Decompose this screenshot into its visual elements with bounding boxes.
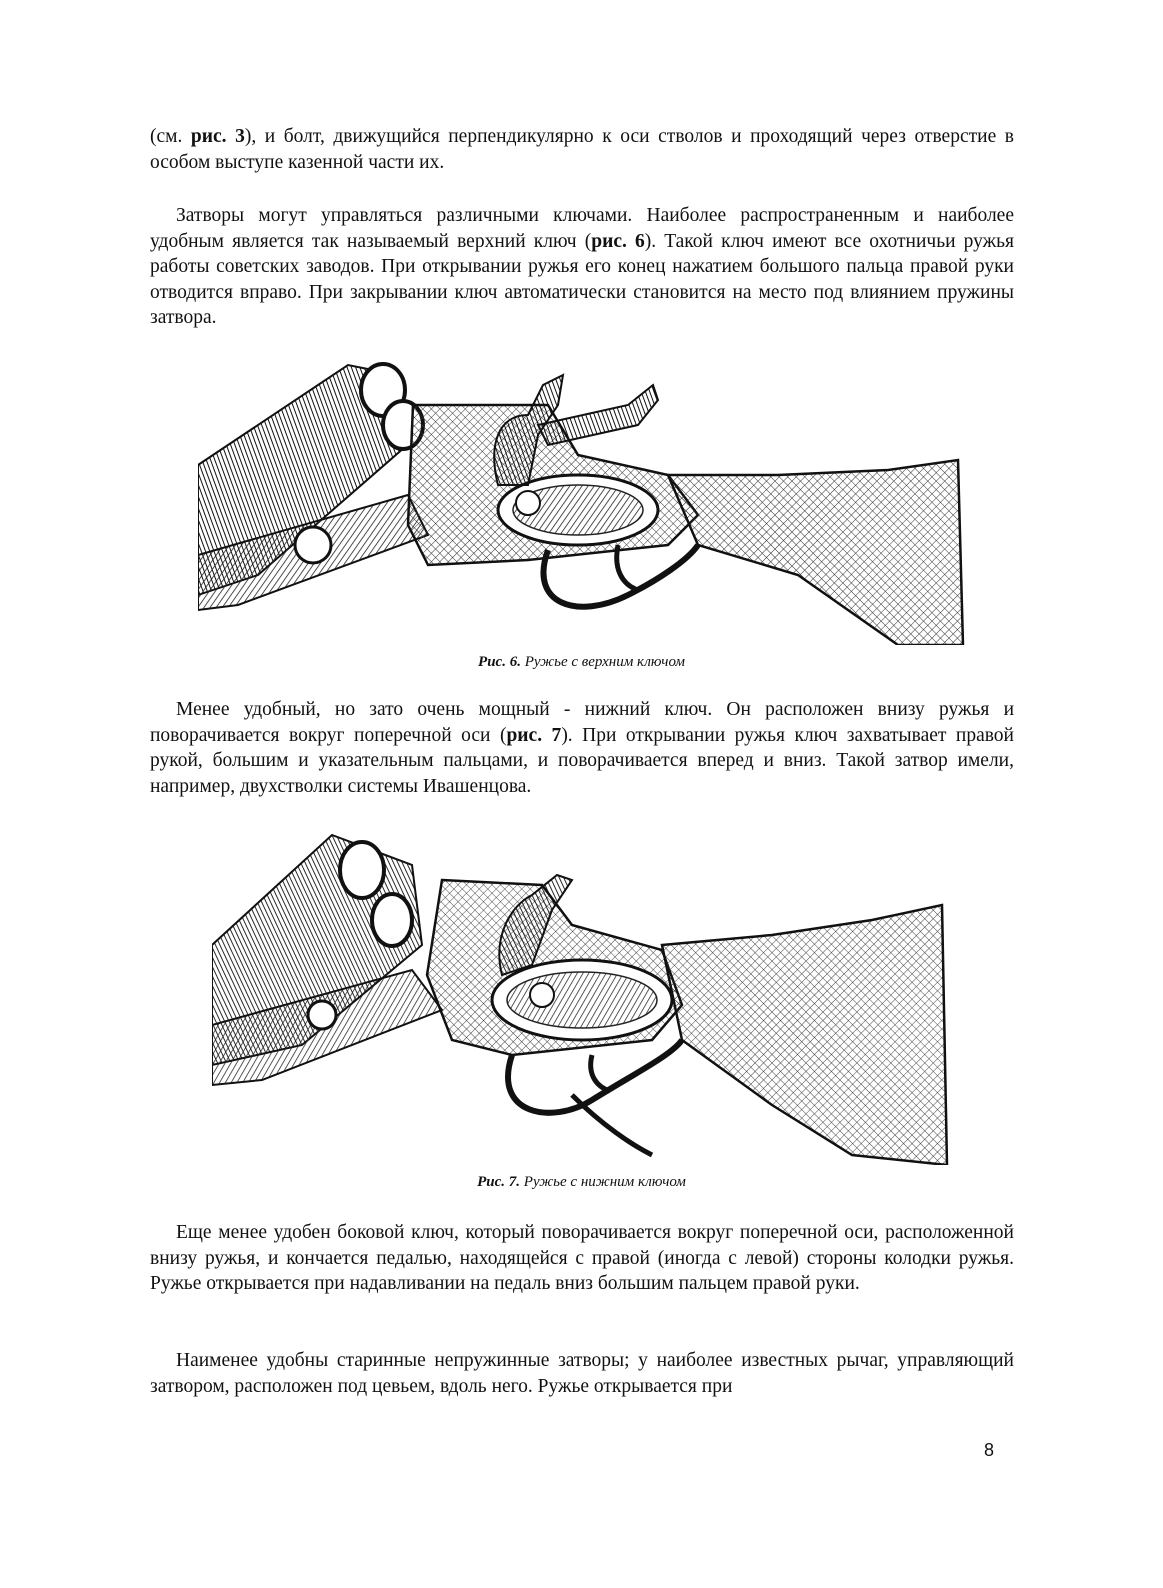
- paragraph-2: [150, 203, 1014, 331]
- figure-7-caption: [0, 1174, 1163, 1191]
- paragraph-5: [150, 1348, 1014, 1399]
- figure-reference-7: рис. 7: [506, 724, 562, 746]
- paragraph-1-text-b: ), и болт, движущийся перпендикулярно к оси стволов и проходящий через отверстие в особом выступе казенной части их.: [150, 126, 1014, 173]
- figure-6-number: Рис. 6.: [478, 654, 521, 670]
- trigger: [591, 1055, 610, 1091]
- page-number: 8: [984, 1440, 995, 1460]
- figure-6-caption: [0, 654, 1163, 671]
- figure-6-title: Ружье с верхним ключом: [524, 654, 685, 670]
- paragraph-4: [150, 1220, 1014, 1297]
- barrel-muzzle-left: [340, 842, 384, 898]
- figure-7-title: Ружье с нижним ключом: [523, 1174, 686, 1190]
- paragraph-2-text-a: Затворы могут управляться различными ключами. Наиболее распространенным и наиболее удобным является так называемый верхний ключ (: [150, 205, 1014, 252]
- stock: [662, 905, 947, 1165]
- paragraph-2-text-b: ). Такой ключ имеют все охотничьи ружья работы советских заводов. При открывании ружья его конец нажатием большого пальца правой руки отводится вправо. При закрывании ключ автоматически становится на место под влиянием пружины затвора.: [150, 230, 1014, 328]
- figure-7-shotgun-under-lever: [212, 825, 952, 1165]
- paragraph-1-text-a: (см.: [150, 126, 191, 147]
- under-lever: [572, 1095, 652, 1155]
- figure-7-number: Рис. 7.: [477, 1174, 521, 1190]
- stock: [668, 460, 963, 645]
- figure-reference-6: рис. 6: [591, 230, 645, 252]
- trigger: [617, 545, 638, 590]
- paragraph-1: [150, 124, 1014, 175]
- barrel-muzzle-right: [372, 894, 412, 946]
- paragraph-4-text: Еще менее удобен боковой ключ, который поворачивается вокруг поперечной оси, расположенной внизу ружья, и кончается педалью, находящейся с правой (иногда с левой) стороны колодки ружья. Ружье открывается при надавливании на педаль вниз большим пальцем правой руки.: [150, 1222, 1014, 1294]
- figure-reference-3: рис. 3: [190, 126, 245, 147]
- paragraph-3: [150, 697, 1014, 799]
- figure-6-shotgun-top-lever: [198, 345, 968, 645]
- paragraph-5-text: Наименее удобны старинные непружинные затворы; у наиболее известных рычаг, управляющий затвором, расположен под цевьем, вдоль него. Ружье открывается при: [150, 1350, 1014, 1397]
- paragraph-3-text-a: Менее удобный, но зато очень мощный - нижний ключ. Он расположен внизу ружья и поворачивается вокруг поперечной оси (: [150, 699, 1014, 746]
- paragraph-3-text-b: ). При открывании ружья ключ захватывает правой рукой, большим и указательным пальцами, и поворачивается вперед и вниз. Такой затвор имели, например, двухстволки системы Ивашенцова.: [150, 724, 1014, 797]
